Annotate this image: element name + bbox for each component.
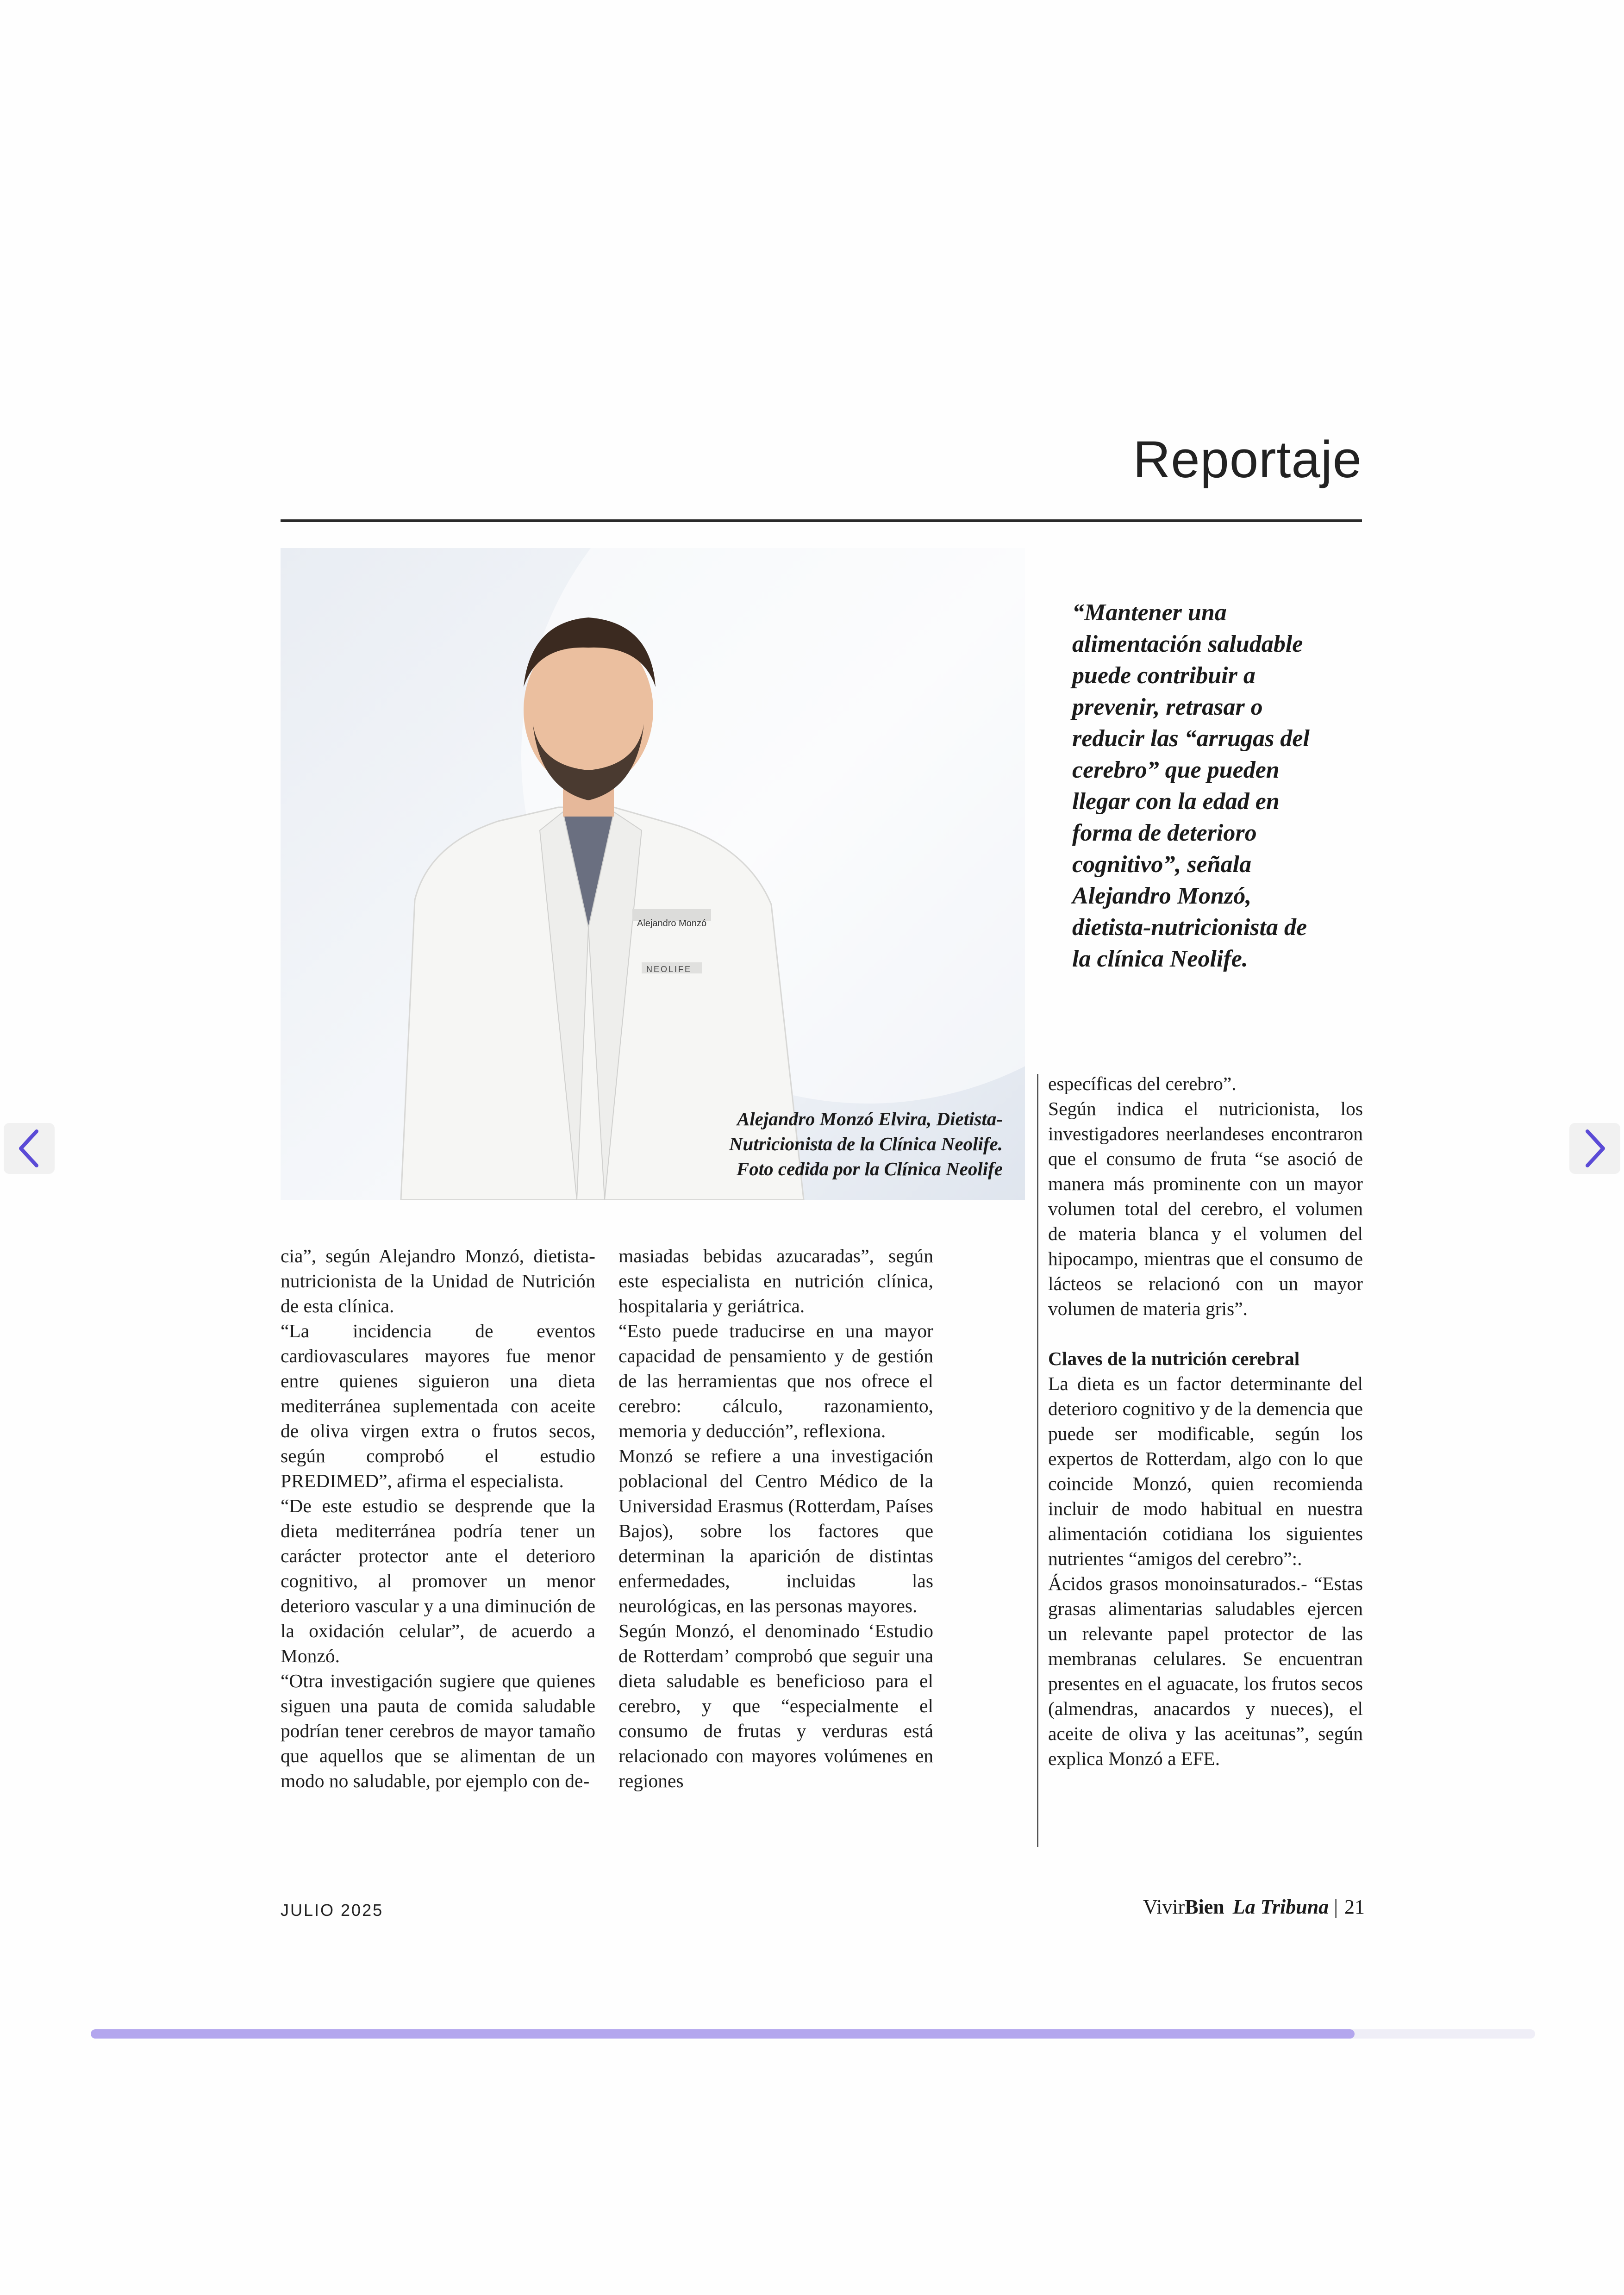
paragraph: La dieta es un factor determinante del deterioro cognitivo y de la demencia que puede ser modificable, según los expertos de Rotterdam, algo con lo que coincide Monzó, quien recomienda incluir de modo habitual en nuestra alimentación cotidiana los siguientes nutrientes “amigos del cerebro”:. <box>1048 1373 1363 1569</box>
paragraph: masiadas bebidas azucaradas”, según este especialista en nutrición clínica, hospitalaria y geriátrica. <box>618 1245 933 1316</box>
photo-caption: Alejandro Monzó Elvira, Dietista-Nutricionista de la Clínica Neolife. Foto cedida por la Clínica Neolife <box>729 1108 1003 1179</box>
article-column-3 <box>1048 1071 1363 1771</box>
brand-separator: | <box>1334 1896 1338 1918</box>
paragraph: Según Monzó, el denominado ‘Estudio de Rotterdam’ comprobó que seguir una dieta saludable es beneficioso para el cerebro, y que “especialmente el consumo de frutas y verduras está relacionado con mayores volúmenes en regiones <box>618 1620 933 1791</box>
subheading: Claves de la nutrición cerebral <box>1048 1348 1300 1369</box>
paragraph: específicas del cerebro”. <box>1048 1073 1237 1094</box>
article-column-1 <box>281 1243 595 1793</box>
article-photo <box>281 548 1025 1200</box>
paragraph: Monzó se refiere a una investigación poblacional del Centro Médico de la Universidad Erasmus (Rotterdam, Países Bajos), sobre los factores que determinan la aparición de distintas enfermedades, incluidas las neurológicas, en las personas mayores. <box>618 1445 934 1616</box>
paragraph: “Otra investigación sugiere que quienes siguen una pauta de comida saludable podrían tener cerebros de mayor tamaño que aquellos que se alimentan de un modo no saludable, por ejemplo con de- <box>281 1670 595 1791</box>
doctor-illustration <box>281 548 1025 1200</box>
paragraph: “De este estudio se desprende que la dieta mediterránea podría tener un carácter protector ante el deterioro cognitivo, al promover un menor deterioro vascular y a una diminución de la oxidación celular”, de acuerdo a Monzó. <box>281 1495 595 1666</box>
pull-quote: “Mantener una alimentación saludable puede contribuir a prevenir, retrasar o reducir las “arrugas del cerebro” que pueden llegar con la edad en forma de deterioro cognitivo”, señala Alejandro Monzó, dietista-nutricionista de la clínica Neolife. <box>1072 599 1310 972</box>
paragraph: “La incidencia de eventos cardiovasculares mayores fue menor entre quienes siguieron una dieta mediterránea suplementada con aceite de oliva virgen extra o frutos secos, según comprobó el estudio PREDIMED”, afirma el especialista. <box>281 1320 595 1491</box>
paragraph: cia”, según Alejandro Monzó, dietista-nutricionista de la Unidad de Nutrición de esta clínica. <box>281 1245 595 1316</box>
brand-la-tribuna: La Tribuna <box>1232 1896 1329 1918</box>
previous-page-button[interactable] <box>4 1123 55 1174</box>
paragraph: Ácidos grasos monoinsaturados.- “Estas grasas alimentarias saludables ejercen un relevante papel protector de las membranas celulares. Se encuentran presentes en el aguacate, los frutos secos (almendras, anacardos y nueces), el aceite de oliva y las aceitunas”, según explica Monzó a EFE. <box>1048 1573 1363 1769</box>
article-column-2 <box>618 1243 933 1793</box>
page-number: 21 <box>1344 1896 1365 1918</box>
publication-brand <box>1143 1895 1365 1919</box>
section-title: Reportaje <box>1133 430 1362 488</box>
issue-date: JULIO 2025 <box>281 1901 384 1920</box>
next-page-button[interactable] <box>1569 1123 1620 1174</box>
coat-name: Alejandro Monzó <box>637 918 707 929</box>
coat-logo: NEOLIFE <box>646 965 692 974</box>
reading-progress-fill <box>91 2029 1355 2039</box>
paragraph: “Esto puede traducirse en una mayor capacidad de pensamiento y de gestión de las herramientas que nos ofrece el cerebro: cálculo, razonamiento, memoria y deducción”, reflexiona. <box>618 1320 933 1441</box>
brand-vivir: Vivir <box>1143 1896 1185 1918</box>
section-rule <box>281 519 1362 522</box>
brand-bien: Bien <box>1185 1896 1224 1918</box>
paragraph: Según indica el nutricionista, los investigadores neerlandeses encontraron que el consumo de fruta “se asoció de manera más prominente con un mayor volumen total del cerebro, el volumen de materia blanca y el volumen del hipocampo, mientras que el consumo de lácteos se relacionó con un mayor volumen de materia gris”. <box>1048 1098 1363 1319</box>
reading-progress-bar[interactable] <box>91 2029 1535 2039</box>
chevron-left-icon <box>15 1128 43 1169</box>
column-divider <box>1037 1074 1038 1847</box>
chevron-right-icon <box>1581 1128 1609 1169</box>
